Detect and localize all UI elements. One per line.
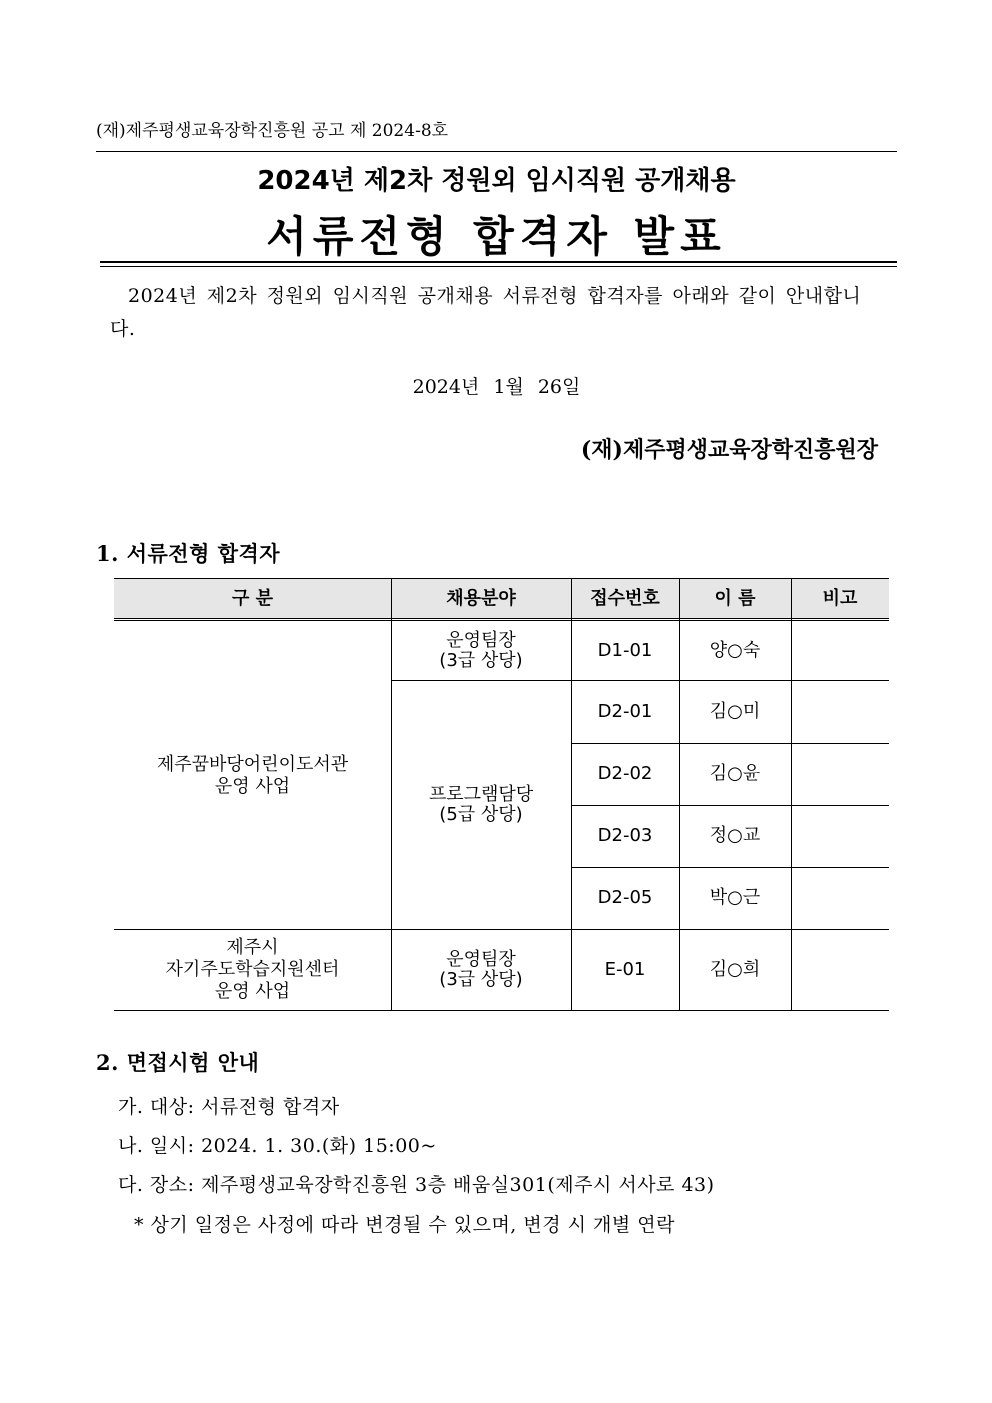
- table-rule: [114, 929, 889, 930]
- notice-date: 2024년 1월 26일: [412, 376, 581, 398]
- note-cell: [791, 805, 889, 867]
- number-cell: D2-02: [597, 763, 653, 784]
- title-line2: 서류전형 합격자 발표: [266, 212, 727, 261]
- name-cell: 김○희: [709, 959, 761, 980]
- table-col-rule: [679, 578, 680, 1011]
- header-number: 접수번호: [571, 578, 679, 619]
- header-rule-top: [96, 151, 897, 152]
- name-cell: 양○숙: [709, 640, 761, 661]
- interview-datetime: 나. 일시: 2024. 1. 30.(화) 15:00~: [118, 1135, 437, 1157]
- table-rule: [571, 743, 889, 744]
- issuer-name: (재)제주평생교육장학진흥원장: [580, 437, 878, 463]
- section1-title: 1. 서류전형 합격자: [96, 541, 281, 566]
- notice-number: (재)제주평생교육장학진흥원 공고 제 2024-8호: [96, 121, 449, 141]
- header-note: 비고: [791, 578, 889, 619]
- note-cell: [791, 622, 889, 680]
- interview-place: 다. 장소: 제주평생교육장학진흥원 3층 배움실301(제주시 서사로 43): [118, 1174, 715, 1196]
- number-cell: D2-05: [597, 887, 653, 908]
- table-col-rule: [571, 578, 572, 1011]
- result-table: [114, 578, 889, 1011]
- table-rule: [571, 867, 889, 868]
- note-cell: [791, 867, 889, 929]
- note-cell: [791, 680, 889, 743]
- name-cell: 김○윤: [709, 763, 761, 784]
- table-col-rule: [391, 578, 392, 1011]
- section2-title: 2. 면접시험 안내: [96, 1050, 260, 1075]
- table-rule: [114, 578, 889, 579]
- name-cell: 정○교: [709, 825, 761, 846]
- division-cell: 제주꿈바당어린이도서관 운영 사업: [156, 753, 349, 797]
- title-line1: 2024년 제2차 정원외 임시직원 공개채용: [257, 166, 736, 196]
- header-division: 구 분: [114, 578, 391, 619]
- header-rule-bottom: [100, 261, 897, 267]
- number-cell: D2-01: [597, 700, 653, 722]
- number-cell: E-01: [604, 959, 646, 980]
- table-rule: [571, 805, 889, 806]
- division-cell: 제주시 자기주도학습지원센터 운영 사업: [165, 937, 340, 1002]
- note-cell: [791, 743, 889, 805]
- interview-target: 가. 대상: 서류전형 합격자: [118, 1096, 340, 1118]
- name-cell: 김○미: [709, 700, 761, 722]
- table-rule: [391, 680, 889, 681]
- note-cell: [791, 929, 889, 1011]
- header-name: 이 름: [679, 578, 791, 619]
- header-field: 채용분야: [391, 578, 571, 619]
- table-col-rule: [791, 578, 792, 1011]
- field-cell: 프로그램담당 (5급 상당): [428, 783, 534, 825]
- name-cell: 박○근: [709, 887, 761, 908]
- number-cell: D1-01: [597, 640, 653, 661]
- field-cell: 운영팀장 (3급 상당): [439, 630, 523, 671]
- number-cell: D2-03: [597, 825, 653, 846]
- table-rule: [114, 1010, 889, 1011]
- interview-note: * 상기 일정은 사정에 따라 변경될 수 있으며, 변경 시 개별 연락: [134, 1214, 675, 1236]
- table-rule-double: [114, 618, 889, 621]
- intro-paragraph: 2024년 제2차 정원외 임시직원 공개채용 서류전형 합격자를 아래와 같이 안내합니다.: [110, 285, 862, 340]
- field-cell: 운영팀장 (3급 상당): [439, 949, 523, 990]
